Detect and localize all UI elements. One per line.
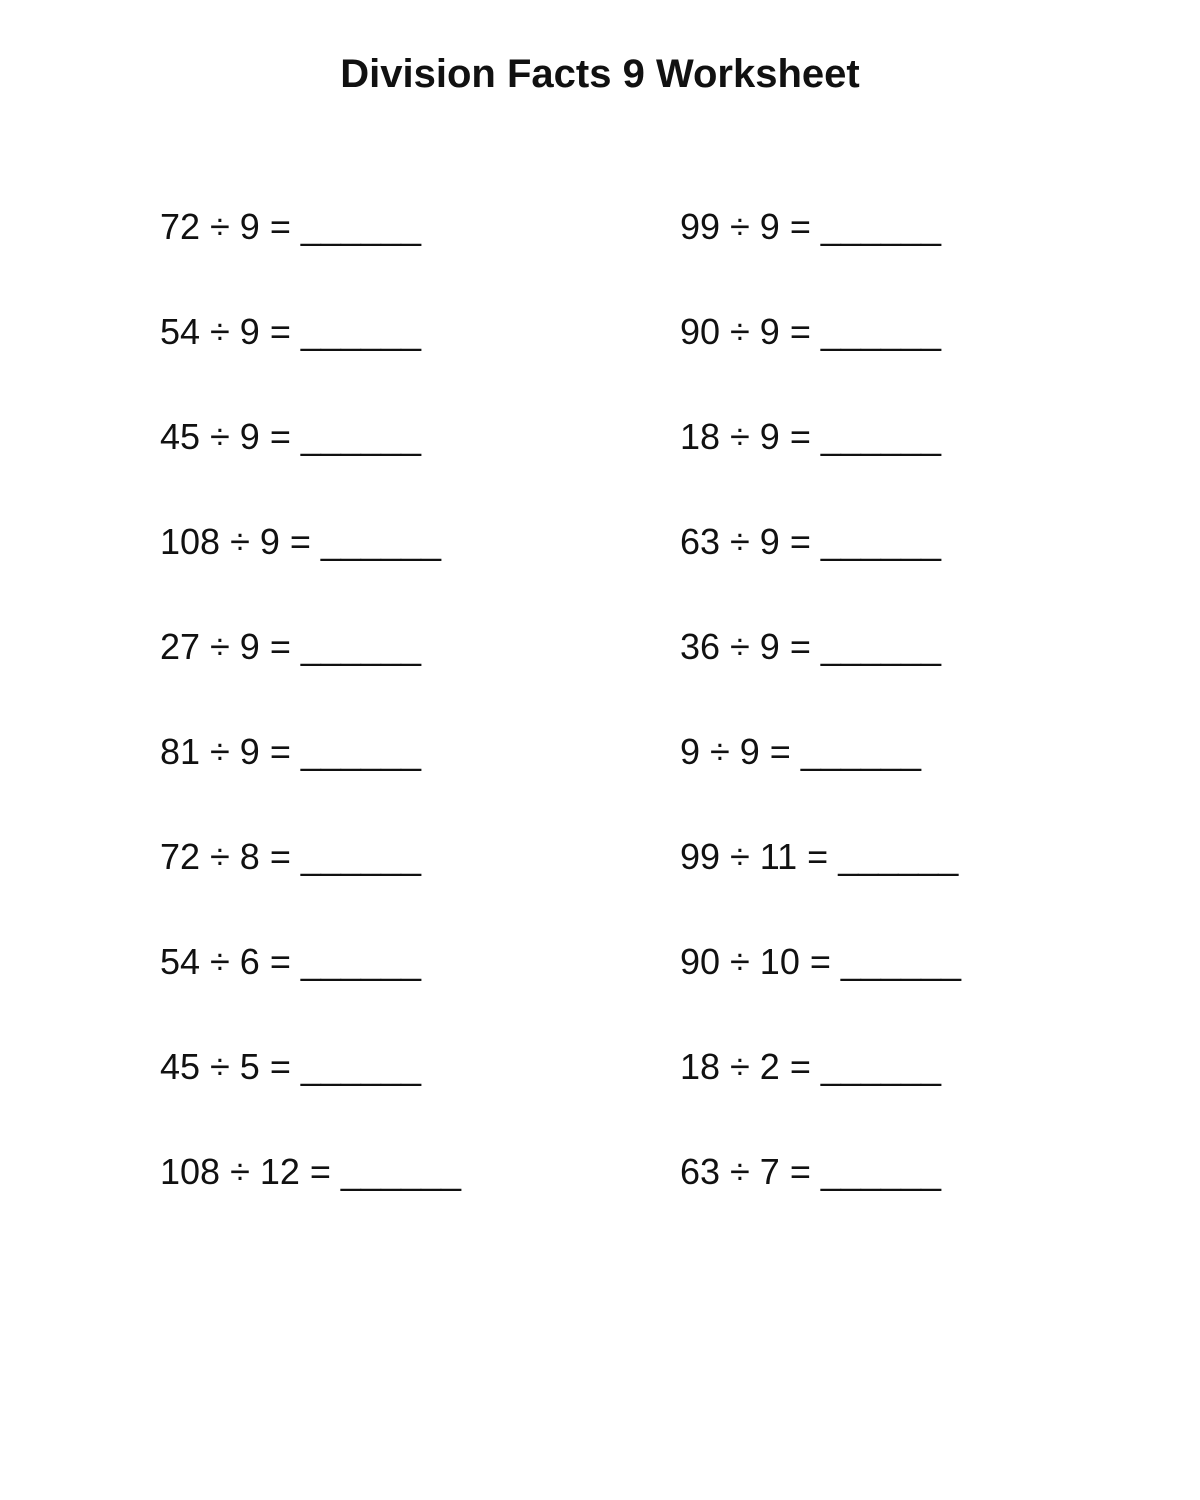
problem-item: 81 ÷ 9 = ______ bbox=[160, 731, 421, 772]
problem-item: 18 ÷ 2 = ______ bbox=[680, 1046, 941, 1087]
problem-item: 90 ÷ 10 = ______ bbox=[680, 941, 962, 982]
problem-item: 54 ÷ 6 = ______ bbox=[160, 941, 421, 982]
problem-item: 36 ÷ 9 = ______ bbox=[680, 626, 941, 667]
problem-item: 45 ÷ 9 = ______ bbox=[160, 416, 421, 457]
problem-item: 108 ÷ 12 = ______ bbox=[160, 1151, 462, 1192]
problem-item: 45 ÷ 5 = ______ bbox=[160, 1046, 421, 1087]
problem-item: 54 ÷ 9 = ______ bbox=[160, 311, 421, 352]
problem-item: 99 ÷ 9 = ______ bbox=[680, 206, 941, 247]
problem-item: 99 ÷ 11 = ______ bbox=[680, 836, 959, 877]
problem-item: 63 ÷ 9 = ______ bbox=[680, 521, 941, 562]
problem-item: 90 ÷ 9 = ______ bbox=[680, 311, 941, 352]
problem-item: 18 ÷ 9 = ______ bbox=[680, 416, 941, 457]
problem-item: 27 ÷ 9 = ______ bbox=[160, 626, 421, 667]
page-title: Division Facts 9 Worksheet bbox=[340, 52, 860, 96]
problem-item: 72 ÷ 8 = ______ bbox=[160, 836, 421, 877]
problem-item: 63 ÷ 7 = ______ bbox=[680, 1151, 941, 1192]
problem-item: 72 ÷ 9 = ______ bbox=[160, 206, 421, 247]
problem-item: 9 ÷ 9 = ______ bbox=[680, 731, 921, 772]
problem-item: 108 ÷ 9 = ______ bbox=[160, 521, 442, 562]
